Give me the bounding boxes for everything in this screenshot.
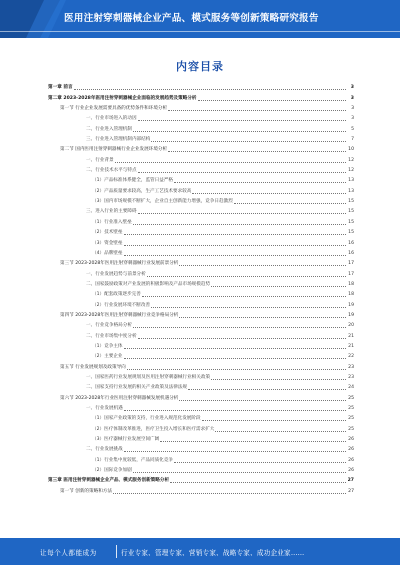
toc-entry-page: 13 <box>348 178 354 184</box>
toc-entry[interactable] <box>48 102 354 112</box>
toc-entry-page: 19 <box>348 312 354 318</box>
footer-slogan: 让每个人都能成为 <box>40 549 97 557</box>
toc-entry-title: 一、行业市场进入的动因 <box>86 116 137 122</box>
toc-entry-title: （1）配套政策逐步完善 <box>92 292 141 298</box>
toc-dot-leader <box>211 376 346 380</box>
toc-dot-leader <box>127 366 346 370</box>
toc-entry[interactable] <box>48 278 354 288</box>
toc-dot-leader <box>174 179 346 183</box>
footer-tagline: 行业专家、管理专家、营销专家、战略专家、成功企业家…… <box>121 549 305 557</box>
toc-dot-leader <box>142 293 346 297</box>
toc-entry-title: 第四节 2023-2028年医用注射穿刺器械行业竞争格局分析 <box>60 312 179 318</box>
report-title: 医用注射穿刺器械企业产品、模式服务等创新策略研究报告 <box>64 13 319 24</box>
toc-entry-title: 二、行业进入管理机制 <box>86 126 132 132</box>
toc-entry[interactable] <box>48 381 354 391</box>
toc-entry-title: （2）国际竞争加剧 <box>92 468 132 474</box>
toc-entry-title: 第一章 前言 <box>48 85 73 91</box>
toc-entry-page: 25 <box>348 426 354 432</box>
toc-entry-page: 16 <box>348 240 354 246</box>
toc-entry[interactable] <box>48 267 354 277</box>
toc-entry-page: 13 <box>348 188 354 194</box>
toc-entry-title: 二、国家支持行业发展的相关产业政策及法律法规 <box>86 385 188 391</box>
toc-dot-leader <box>192 190 346 194</box>
toc-entry-title: 第三节 2023-2028年医用注射穿刺器械行业发展前景分析 <box>60 261 179 267</box>
toc-entry-title: （1）国家产业政策的支持，行业进入规范化发展阶段 <box>92 416 201 422</box>
toc-entry[interactable] <box>48 309 354 319</box>
toc-dot-leader <box>115 159 346 163</box>
toc-entry-title: 二、行业市场集中度分析 <box>86 333 137 339</box>
toc-entry-title: （4）品牌壁垒 <box>92 250 123 256</box>
toc-entry[interactable] <box>48 174 354 184</box>
toc-entry-page: 15 <box>348 199 354 205</box>
toc-entry-title: （1）产品标准体系健全，监管日益严格 <box>92 178 174 184</box>
toc-entry[interactable] <box>48 215 354 225</box>
toc-entry-title: （3）国内市场规模不断扩大，企业自主创新能力增强，竞争日趋激烈 <box>92 199 233 205</box>
toc-entry[interactable] <box>48 153 354 163</box>
toc-entry-page: 19 <box>348 302 354 308</box>
toc-dot-leader <box>168 107 346 111</box>
toc-entry[interactable] <box>48 247 354 257</box>
toc-heading: 内容目录 <box>176 60 224 73</box>
toc-dot-leader <box>138 335 346 339</box>
toc-entry-page: 26 <box>348 437 354 443</box>
toc-entry[interactable] <box>48 133 354 143</box>
toc-dot-leader <box>133 128 346 132</box>
toc-entry-page: 25 <box>348 416 354 422</box>
toc-dot-leader <box>202 417 346 421</box>
toc-entry[interactable] <box>48 184 354 194</box>
toc-entry[interactable] <box>48 112 354 122</box>
toc-entry[interactable] <box>48 371 354 381</box>
toc-dot-leader <box>138 210 346 214</box>
toc-entry[interactable] <box>48 464 354 474</box>
toc-entry-page: 16 <box>348 250 354 256</box>
toc-entry-title: 第二章 2023-2028年医用注射穿刺器械企业面临的发展趋势及策略分析 <box>48 95 197 101</box>
toc-entry[interactable] <box>48 474 354 484</box>
toc-entry[interactable] <box>48 122 354 132</box>
toc-entry-page: 23 <box>348 374 354 380</box>
toc-entry-title: 一、行业发展机遇 <box>86 406 123 411</box>
toc-entry[interactable] <box>48 298 354 308</box>
toc-dot-leader <box>124 252 347 256</box>
toc-entry-title: （1）竞争主体 <box>92 343 123 349</box>
toc-entry-title: 三、行业进入管理机制内部结构 <box>86 137 151 143</box>
toc-entry-title: 二、行业发展挑战 <box>86 447 123 453</box>
toc-entry[interactable] <box>48 81 354 91</box>
toc-entry-title: （2）主要企业 <box>92 354 123 360</box>
toc-dot-leader <box>124 231 347 235</box>
toc-entry[interactable] <box>48 91 354 101</box>
toc-entry-page: 18 <box>348 281 354 287</box>
toc-entry[interactable] <box>48 329 354 339</box>
toc-dot-leader <box>179 314 346 318</box>
toc-entry-page: 3 <box>350 95 354 101</box>
toc-dot-leader <box>174 459 346 463</box>
toc-dot-leader <box>168 148 346 152</box>
toc-entry[interactable] <box>48 350 354 360</box>
toc-entry[interactable] <box>48 205 354 215</box>
header-rule <box>0 31 400 32</box>
toc-dot-leader <box>179 262 346 266</box>
toc-entry[interactable] <box>48 340 354 350</box>
toc-entry-title: 一、行业竞争格局分析 <box>86 323 132 329</box>
toc-entry-page: 3 <box>351 106 354 112</box>
toc-dot-leader <box>179 397 346 401</box>
toc-entry-title: 第三章 医用注射穿刺器械企业产品、模式服务创新策略分析 <box>48 478 170 484</box>
toc-dot-leader <box>147 273 346 277</box>
toc-entry-title: 第二节 国内医用注射穿刺器械行业企业发展环境分析 <box>60 147 168 153</box>
toc-entry-page: 21 <box>348 343 354 349</box>
toc-entry-title: （2）医疗体制改革推进，医疗卫生投入增长和医疗需求扩大 <box>92 426 215 432</box>
toc-dot-leader <box>151 304 346 308</box>
toc-entry[interactable] <box>48 164 354 174</box>
toc-entry-page: 26 <box>348 457 354 463</box>
toc-entry-page: 17 <box>348 261 354 267</box>
toc-entry-page: 21 <box>348 333 354 339</box>
toc-entry-page: 7 <box>351 137 354 143</box>
toc-dot-leader <box>124 355 347 359</box>
header-corner-decoration <box>0 0 72 38</box>
toc-entry-page: 12 <box>348 157 354 163</box>
toc-dot-leader <box>138 117 346 121</box>
toc-entry-title: 二、行业技术水平与特点 <box>86 168 137 174</box>
toc-entry-page: 15 <box>348 219 354 225</box>
report-footer <box>0 538 400 565</box>
toc-entry-title: （3）资金壁垒 <box>92 240 123 246</box>
toc-entry-page: 25 <box>348 395 354 401</box>
toc-entry[interactable] <box>48 412 354 422</box>
toc-dot-leader <box>188 386 346 390</box>
toc-dot-leader <box>124 407 346 411</box>
toc-dot-leader <box>124 345 347 349</box>
report-header <box>0 0 400 38</box>
toc-entry-title: 一、国家医药行业发展规划及医用注射穿刺器械行业相关政策 <box>86 374 211 380</box>
table-of-contents <box>48 81 354 495</box>
toc-entry-page: 26 <box>348 447 354 453</box>
toc-entry-page: 23 <box>348 364 354 370</box>
toc-entry[interactable] <box>48 433 354 443</box>
toc-entry-title: 二、国家鼓励政策对产业发展的积极影响及产品市场规模趋势 <box>86 281 211 287</box>
toc-entry[interactable] <box>48 422 354 432</box>
toc-entry-page: 3 <box>351 116 354 122</box>
toc-dot-leader <box>151 138 346 142</box>
toc-entry[interactable] <box>48 443 354 453</box>
toc-entry-page: 10 <box>348 147 354 153</box>
toc-entry-title: （2）技术壁垒 <box>92 230 123 236</box>
toc-entry[interactable] <box>48 360 354 370</box>
toc-entry-title: 三、进入行业的主要障碍 <box>86 209 137 215</box>
toc-dot-leader <box>215 428 346 432</box>
toc-dot-leader <box>138 169 346 173</box>
toc-entry-page: 22 <box>348 354 354 360</box>
toc-entry-page: 17 <box>348 271 354 277</box>
toc-entry-page: 26 <box>348 468 354 474</box>
toc-entry-page: 12 <box>348 168 354 174</box>
toc-entry-title: 一、行业背景 <box>86 157 114 163</box>
toc-entry[interactable] <box>48 257 354 267</box>
toc-entry-page: 27 <box>348 488 354 494</box>
toc-dot-leader <box>133 469 346 473</box>
toc-dot-leader <box>133 324 346 328</box>
toc-entry-title: 第六节 2023-2028年行业医用注射穿刺器械发展机遇分析 <box>60 395 179 401</box>
toc-entry-title: 第一节 创新的策略和方法 <box>60 488 112 494</box>
toc-entry-title: （2）产品质量要求较高，生产工艺技术要求较高 <box>92 188 192 194</box>
toc-entry-title: 第一节 行业企业发展需要具备的优势条件和环境分析 <box>60 106 168 112</box>
toc-entry[interactable] <box>48 143 354 153</box>
toc-dot-leader <box>211 283 346 287</box>
toc-dot-leader <box>234 200 346 204</box>
toc-entry-title: （1）行业集中度较低，产品同质化竞争 <box>92 457 174 463</box>
toc-entry[interactable] <box>48 226 354 236</box>
toc-dot-leader <box>74 86 346 90</box>
toc-dot-leader <box>113 490 346 494</box>
toc-dot-leader <box>170 479 346 483</box>
toc-entry[interactable] <box>48 236 354 246</box>
toc-entry[interactable] <box>48 453 354 463</box>
toc-entry-page: 24 <box>348 385 354 391</box>
toc-entry[interactable] <box>48 391 354 401</box>
toc-entry-page: 18 <box>348 292 354 298</box>
toc-entry-title: （1）行业准入壁垒 <box>92 219 132 225</box>
toc-entry-page: 5 <box>351 126 354 132</box>
footer-divider <box>116 545 117 558</box>
toc-entry-title: （3）医疗器械行业发展空间广阔 <box>92 437 160 443</box>
toc-dot-leader <box>198 97 346 101</box>
toc-entry-page: 25 <box>348 406 354 411</box>
toc-entry-title: 第五节 行业发展规划及政策导向 <box>60 364 126 370</box>
toc-entry-title: （2）行业发展环境不断改善 <box>92 302 151 308</box>
toc-entry-page: 3 <box>350 85 354 91</box>
toc-dot-leader <box>124 242 347 246</box>
toc-dot-leader <box>124 448 346 452</box>
toc-entry[interactable] <box>48 195 354 205</box>
toc-entry-title: 一、行业发展趋势与前景分析 <box>86 271 146 277</box>
toc-entry-page: 15 <box>348 209 354 215</box>
toc-dot-leader <box>160 438 346 442</box>
toc-entry[interactable] <box>48 319 354 329</box>
toc-entry[interactable] <box>48 402 354 412</box>
toc-entry-page: 15 <box>348 230 354 236</box>
toc-entry[interactable] <box>48 288 354 298</box>
toc-entry-page: 20 <box>348 323 354 329</box>
toc-dot-leader <box>133 221 346 225</box>
toc-entry-page: 27 <box>347 478 354 484</box>
toc-entry[interactable] <box>48 484 354 494</box>
